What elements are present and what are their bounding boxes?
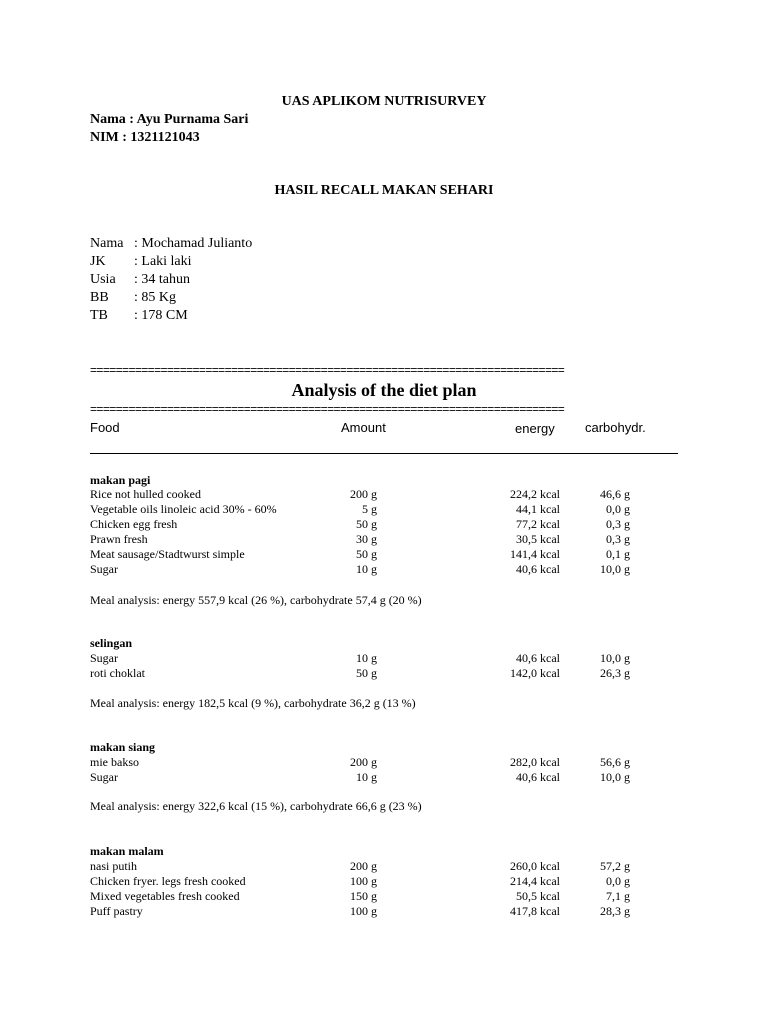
food-amount: 5 g: [362, 502, 377, 516]
food-amount: 50 g: [356, 547, 377, 561]
meal-title-siang: makan siang: [90, 740, 156, 754]
profile-label-jk: JK: [90, 254, 106, 269]
food-carb: 10,0 g: [600, 562, 630, 576]
table-row: [90, 770, 650, 785]
separator-top: ==========================================================================: [90, 363, 565, 377]
table-row: [90, 562, 650, 577]
food-energy: 44,1 kcal: [516, 502, 560, 516]
food-name: mie bakso: [90, 755, 139, 769]
table-row: [90, 517, 650, 532]
header-underline: [90, 453, 678, 454]
food-amount: 50 g: [356, 517, 377, 531]
food-name: Vegetable oils linoleic acid 30% - 60%: [90, 502, 277, 516]
food-energy: 40,6 kcal: [516, 562, 560, 576]
food-name: Puff pastry: [90, 904, 143, 918]
table-row: [90, 874, 650, 889]
food-amount: 30 g: [356, 532, 377, 546]
document-title: UAS APLIKOM NUTRISURVEY: [281, 94, 487, 109]
food-name: Meat sausage/Stadtwurst simple: [90, 547, 245, 561]
food-energy: 142,0 kcal: [510, 666, 560, 680]
profile-label-bb: BB: [90, 290, 109, 305]
food-amount: 200 g: [350, 487, 377, 501]
meal-analysis-selingan: Meal analysis: energy 182,5 kcal (9 %), carbohydrate 36,2 g (13 %): [90, 696, 416, 710]
table-row: [90, 487, 650, 502]
column-carb: carbohydr.: [585, 420, 646, 435]
student-name: Nama : Ayu Purnama Sari: [90, 112, 249, 127]
food-carb: 0,1 g: [606, 547, 630, 561]
table-row: [90, 532, 650, 547]
food-amount: 200 g: [350, 755, 377, 769]
food-amount: 10 g: [356, 562, 377, 576]
food-amount: 200 g: [350, 859, 377, 873]
profile-label-nama: Nama: [90, 236, 124, 251]
food-carb: 0,0 g: [606, 874, 630, 888]
food-amount: 50 g: [356, 666, 377, 680]
food-energy: 40,6 kcal: [516, 651, 560, 665]
food-carb: 56,6 g: [600, 755, 630, 769]
food-name: roti choklat: [90, 666, 145, 680]
separator-bottom: ==========================================================================: [90, 402, 565, 416]
analysis-title: Analysis of the diet plan: [291, 380, 477, 400]
column-food: Food: [90, 420, 120, 435]
food-name: Chicken egg fresh: [90, 517, 178, 531]
food-name: Sugar: [90, 770, 118, 784]
table-row: [90, 651, 650, 666]
profile-value-bb: : 85 Kg: [134, 290, 176, 305]
food-carb: 0,3 g: [606, 532, 630, 546]
meal-title-pagi: makan pagi: [90, 473, 151, 487]
food-energy: 282,0 kcal: [510, 755, 560, 769]
column-amount: Amount: [341, 420, 386, 435]
meal-title-malam: makan malam: [90, 844, 164, 858]
food-energy: 141,4 kcal: [510, 547, 560, 561]
food-name: Prawn fresh: [90, 532, 148, 546]
food-carb: 10,0 g: [600, 651, 630, 665]
food-carb: 0,3 g: [606, 517, 630, 531]
food-amount: 100 g: [350, 904, 377, 918]
food-name: Sugar: [90, 562, 118, 576]
food-energy: 224,2 kcal: [510, 487, 560, 501]
food-energy: 77,2 kcal: [516, 517, 560, 531]
food-amount: 10 g: [356, 770, 377, 784]
table-row: [90, 755, 650, 770]
food-name: Mixed vegetables fresh cooked: [90, 889, 240, 903]
table-row: [90, 889, 650, 904]
food-energy: 40,6 kcal: [516, 770, 560, 784]
profile-value-nama: : Mochamad Julianto: [134, 236, 253, 251]
table-row: [90, 502, 650, 517]
food-name: Sugar: [90, 651, 118, 665]
table-row: [90, 904, 650, 919]
food-amount: 10 g: [356, 651, 377, 665]
profile-value-usia: : 34 tahun: [134, 272, 190, 287]
food-amount: 150 g: [350, 889, 377, 903]
profile-value-jk: : Laki laki: [134, 254, 192, 269]
food-name: Rice not hulled cooked: [90, 487, 201, 501]
food-name: Chicken fryer. legs fresh cooked: [90, 874, 246, 888]
table-row: [90, 666, 650, 681]
table-row: [90, 547, 650, 562]
food-carb: 57,2 g: [600, 859, 630, 873]
food-carb: 26,3 g: [600, 666, 630, 680]
profile-label-tb: TB: [90, 308, 108, 323]
meal-analysis-siang: Meal analysis: energy 322,6 kcal (15 %), carbohydrate 66,6 g (23 %): [90, 799, 422, 813]
food-energy: 417,8 kcal: [510, 904, 560, 918]
student-nim: NIM : 1321121043: [90, 130, 200, 145]
table-row: [90, 859, 650, 874]
food-amount: 100 g: [350, 874, 377, 888]
food-carb: 0,0 g: [606, 502, 630, 516]
food-energy: 30,5 kcal: [516, 532, 560, 546]
meal-analysis-pagi: Meal analysis: energy 557,9 kcal (26 %), carbohydrate 57,4 g (20 %): [90, 593, 422, 607]
recall-subtitle: HASIL RECALL MAKAN SEHARI: [274, 183, 494, 198]
food-energy: 214,4 kcal: [510, 874, 560, 888]
profile-label-usia: Usia: [90, 272, 116, 287]
food-carb: 10,0 g: [600, 770, 630, 784]
column-energy: energy: [515, 421, 555, 436]
food-carb: 28,3 g: [600, 904, 630, 918]
meal-title-selingan: selingan: [90, 636, 133, 650]
food-energy: 50,5 kcal: [516, 889, 560, 903]
food-carb: 7,1 g: [606, 889, 630, 903]
profile-value-tb: : 178 CM: [134, 308, 188, 323]
food-name: nasi putih: [90, 859, 137, 873]
food-energy: 260,0 kcal: [510, 859, 560, 873]
food-carb: 46,6 g: [600, 487, 630, 501]
